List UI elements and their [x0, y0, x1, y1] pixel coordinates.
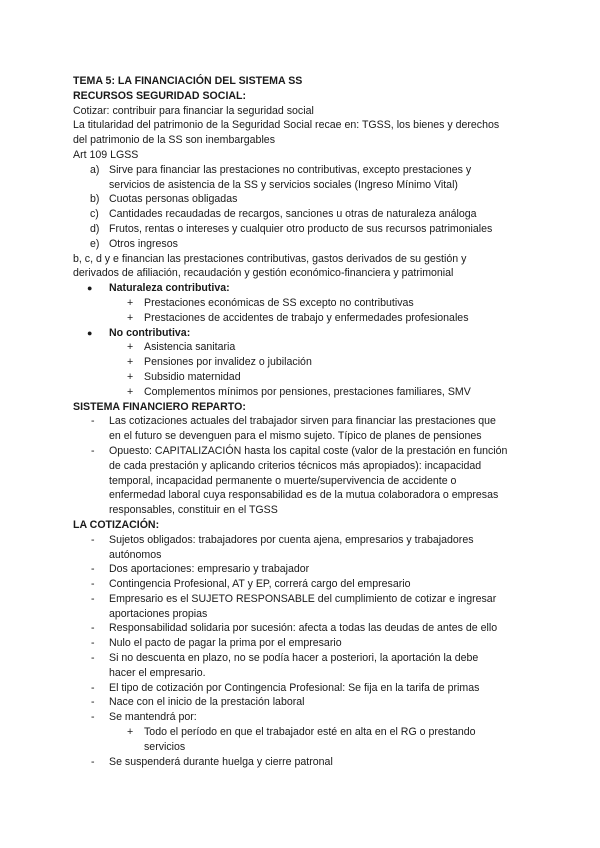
paragraph-titularidad: del patrimonio de la SS son inembargables: [73, 134, 275, 147]
list-item-text: Se mantendrá por:: [109, 711, 197, 724]
document-body: [73, 74, 528, 769]
list-item-text: servicios de asistencia de la SS y servicios sociales (Ingreso Mínimo Vital): [109, 178, 458, 191]
list-marker: a): [90, 163, 100, 176]
dash-list-item: [73, 681, 528, 696]
dash-marker: -: [91, 578, 95, 591]
alpha-list-item: [73, 222, 528, 237]
list-item-text: Prestaciones económicas de SS excepto no contributivas: [144, 296, 414, 309]
dash-marker: -: [91, 533, 95, 546]
dash-list-item: [73, 651, 528, 681]
bullet-icon: ●: [87, 283, 93, 294]
list-item-text: Todo el período en que el trabajador esté en alta en el RG o prestando: [144, 726, 476, 739]
dash-marker: -: [91, 652, 95, 665]
list-marker: b): [90, 193, 100, 206]
bullet-icon: ●: [87, 327, 93, 338]
list-item-text: Pensiones por invalidez o jubilación: [144, 356, 312, 369]
dash-list-item: [73, 621, 528, 636]
list-item-text: Dos aportaciones: empresario y trabajador: [109, 563, 310, 576]
list-item-text: No contributiva:: [109, 326, 191, 339]
dash-list-item: [73, 533, 528, 563]
list-item-text: aportaciones propias: [109, 607, 208, 620]
list-item-text: Opuesto: CAPITALIZACIÓN hasta los capital coste (valor de la prestación en función: [109, 444, 508, 457]
list-item-text: enfermedad laboral cuya responsabilidad es de la mutua colaboradora o empresas: [109, 489, 499, 502]
page-title: TEMA 5: LA FINANCIACIÓN DEL SISTEMA SS: [73, 75, 303, 87]
plus-marker: +: [127, 385, 134, 398]
list-item-text: Prestaciones de accidentes de trabajo y enfermedades profesionales: [144, 311, 469, 324]
list-item-text: hacer el empresario.: [109, 666, 206, 679]
alpha-list-item: [73, 163, 528, 193]
sub-list-item: [73, 355, 528, 370]
section-heading-reparto: SISTEMA FINANCIERO REPARTO:: [73, 400, 246, 413]
dash-marker: -: [91, 444, 95, 457]
paragraph-bcde: b, c, d y e financian las prestaciones contributivas, gastos derivados de su gestión y: [73, 252, 467, 265]
paragraph-titularidad: La titularidad del patrimonio de la Seguridad Social recae en: TGSS, los bienes y derechos: [73, 119, 500, 132]
list-item-text: Frutos, rentas o intereses y cualquier otro producto de sus recursos patrimoniales: [109, 222, 493, 235]
bullet-no-contributiva: [73, 326, 528, 341]
section-heading-cotizacion: LA COTIZACIÓN:: [73, 518, 160, 531]
dash-marker: -: [91, 563, 95, 576]
list-item-text: Se suspenderá durante huelga y cierre patronal: [109, 755, 333, 768]
list-item-text: Cantidades recaudadas de recargos, sanciones u otras de naturaleza análoga: [109, 208, 477, 221]
dash-marker: -: [91, 637, 95, 650]
list-item-text: Las cotizaciones actuales del trabajador sirven para financiar las prestaciones que: [109, 415, 496, 428]
sub-list-item: [73, 340, 528, 355]
dash-list-item: [73, 414, 528, 444]
dash-marker: -: [91, 681, 95, 694]
list-item-text: Empresario es el SUJETO RESPONSABLE del cumplimiento de cotizar e ingresar: [109, 592, 497, 605]
list-item-text: Naturaleza contributiva:: [109, 282, 230, 295]
dash-list-item: [73, 636, 528, 651]
list-marker: c): [90, 208, 99, 221]
dash-list-item: [73, 755, 528, 770]
sub-list-item: [73, 311, 528, 326]
list-item-text: Contingencia Profesional, AT y EP, correrá cargo del empresario: [109, 578, 411, 591]
sub-list-item: [73, 385, 528, 400]
list-item-text: Nulo el pacto de pagar la prima por el empresario: [109, 637, 342, 650]
alpha-list-item: [73, 237, 528, 252]
sub-list-item: [73, 725, 528, 755]
list-marker: d): [90, 222, 100, 235]
dash-list-item: [73, 695, 528, 710]
plus-marker: +: [127, 311, 134, 324]
list-item-text: Otros ingresos: [109, 237, 178, 250]
list-item-text: autónomos: [109, 548, 162, 561]
plus-marker: +: [127, 370, 134, 383]
dash-marker: -: [91, 696, 95, 709]
list-item-text: servicios: [144, 740, 186, 753]
list-item-text: Responsabilidad solidaria por sucesión: afecta a todas las deudas de antes de ello: [109, 622, 498, 635]
dash-list-item: [73, 562, 528, 577]
dash-list-item: [73, 592, 528, 622]
dash-list-item: [73, 444, 528, 518]
plus-marker: +: [127, 341, 134, 354]
list-item-text: El tipo de cotización por Contingencia Profesional: Se fija en la tarifa de primas: [109, 681, 480, 694]
alpha-list-item: [73, 207, 528, 222]
plus-marker: +: [127, 726, 134, 739]
list-item-text: de cada prestación y aplicando criterios técnicos más apropiados): incapacidad: [109, 459, 482, 472]
list-item-text: Cuotas personas obligadas: [109, 193, 238, 206]
list-item-text: Si no descuenta en plazo, no se podía hacer a posteriori, la aportación la debe: [109, 652, 479, 665]
sub-list-item: [73, 296, 528, 311]
section-heading-recursos: RECURSOS SEGURIDAD SOCIAL:: [73, 89, 247, 102]
list-item-text: en el futuro se devenguen para el mismo sujeto. Típico de planes de pensiones: [109, 430, 482, 443]
list-item-text: responsables, constituir en el TGSS: [109, 504, 278, 517]
paragraph-cotizar: Cotizar: contribuir para financiar la seguridad social: [73, 104, 314, 117]
paragraph-bcde: derivados de afiliación, recaudación y gestión económico-financiera y patrimonial: [73, 267, 454, 280]
bullet-contributiva: [73, 281, 528, 296]
list-marker: e): [90, 237, 100, 250]
list-item-text: Complementos mínimos por pensiones, prestaciones familiares, SMV: [144, 385, 471, 398]
plus-marker: +: [127, 296, 134, 309]
plus-marker: +: [127, 356, 134, 369]
alpha-list-item: [73, 192, 528, 207]
dash-marker: -: [91, 592, 95, 605]
list-item-text: temporal, incapacidad permanente o muerte/supervivencia de accidente o: [109, 474, 457, 487]
paragraph-art: Art 109 LGSS: [73, 148, 139, 161]
dash-marker: -: [91, 755, 95, 768]
dash-marker: -: [91, 415, 95, 428]
list-item-text: Sirve para financiar las prestaciones no contributivas, excepto prestaciones y: [109, 163, 472, 176]
dash-list-item: [73, 710, 528, 725]
list-item-text: Sujetos obligados: trabajadores por cuenta ajena, empresarios y trabajadores: [109, 533, 474, 546]
list-item-text: Asistencia sanitaria: [144, 341, 236, 354]
dash-list-item: [73, 577, 528, 592]
dash-marker: -: [91, 622, 95, 635]
sub-list-item: [73, 370, 528, 385]
dash-marker: -: [91, 711, 95, 724]
list-item-text: Nace con el inicio de la prestación laboral: [109, 696, 305, 709]
list-item-text: Subsidio maternidad: [144, 370, 241, 383]
